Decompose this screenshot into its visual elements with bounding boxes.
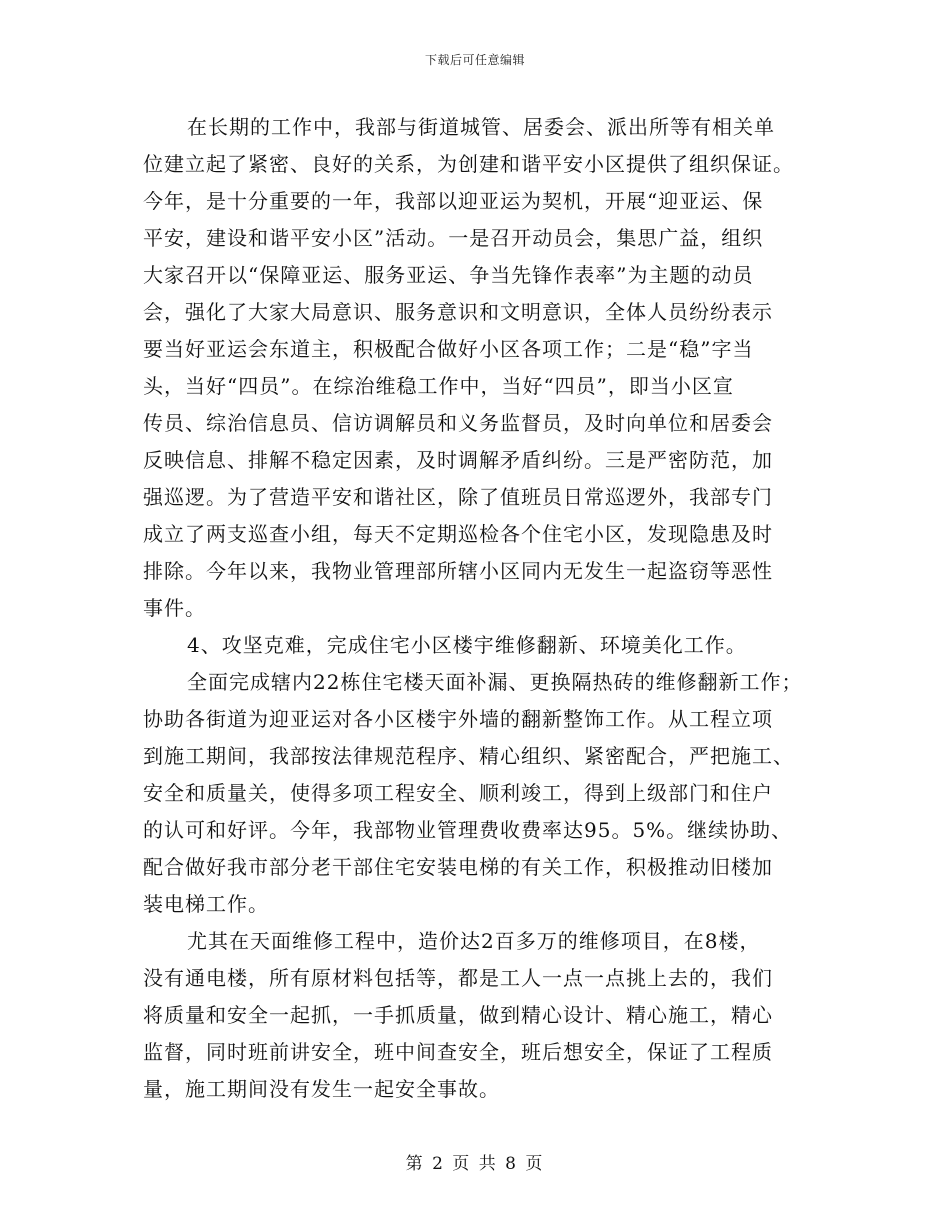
paragraph-line: 强巡逻。为了营造平安和谐社区，除了值班员日常巡逻外，我部专门 bbox=[143, 485, 773, 509]
page-number: 第 2 页 共 8 页 bbox=[405, 1154, 545, 1174]
paragraph-line: 要当好亚运会东道主，积极配合做好小区各项工作；二是“稳”字当 bbox=[143, 337, 754, 361]
paragraph-line: 大家召开以“保障亚运、服务亚运、争当先锋作表率”为主题的动员 bbox=[143, 263, 754, 287]
paragraph-line: 传员、综治信息员、信访调解员和义务监督员，及时向单位和居委会 bbox=[143, 411, 773, 435]
header-note: 下载后可任意编辑 bbox=[424, 53, 525, 67]
paragraph-line: 到施工期间，我部按法律规范程序、精心组织、紧密配合，严把施工、 bbox=[143, 744, 794, 768]
paragraph-line: 尤其在天面维修工程中，造价达2百多万的维修项目，在8楼， bbox=[187, 929, 761, 953]
paragraph-line: 平安，建设和谐平安小区”活动。一是召开动员会，集思广益，组织 bbox=[143, 226, 764, 250]
paragraph-line: 监督，同时班前讲安全，班中间查安全，班后想安全，保证了工程质 bbox=[143, 1040, 773, 1064]
paragraph-line: 协助各街道为迎亚运对各小区楼宇外墙的翻新整饰工作。从工程立项 bbox=[143, 707, 773, 731]
paragraph-line: 反映信息、排解不稳定因素，及时调解矛盾纠纷。三是严密防范，加 bbox=[143, 448, 773, 472]
paragraph-line: 成立了两支巡查小组，每天不定期巡检各个住宅小区，发现隐患及时 bbox=[143, 522, 773, 546]
paragraph-line: 在长期的工作中，我部与街道城管、居委会、派出所等有相关单 bbox=[187, 115, 775, 139]
paragraph-line: 配合做好我市部分老干部住宅安装电梯的有关工作，积极推动旧楼加 bbox=[143, 855, 773, 879]
paragraph-line: 安全和质量关，使得多项工程安全、顺利竣工，得到上级部门和住户 bbox=[143, 781, 773, 805]
paragraph-line: 的认可和好评。今年，我部物业管理费收费率达95。5%。继续协助、 bbox=[143, 818, 793, 842]
paragraph-line: 量，施工期间没有发生一起安全事故。 bbox=[143, 1077, 500, 1101]
paragraph-line: 今年，是十分重要的一年，我部以迎亚运为契机，开展“迎亚运、保 bbox=[143, 189, 764, 213]
paragraph-line: 将质量和安全一起抓，一手抓质量，做到精心设计、精心施工，精心 bbox=[143, 1003, 773, 1027]
paragraph-line: 全面完成辖内22栋住宅楼天面补漏、更换隔热砖的维修翻新工作； bbox=[187, 670, 803, 694]
paragraph-line: 会，强化了大家大局意识、服务意识和文明意识，全体人员纷纷表示 bbox=[143, 300, 773, 324]
paragraph-line: 没有通电楼，所有原材料包括等，都是工人一点一点挑上去的，我们 bbox=[143, 966, 773, 990]
paragraph-line: 排除。今年以来，我物业管理部所辖小区同内无发生一起盗窃等恶性 bbox=[143, 559, 773, 583]
paragraph-line: 头，当好“四员”。在综治维稳工作中，当好“四员”，即当小区宣 bbox=[143, 374, 734, 398]
paragraph-line: 事件。 bbox=[143, 596, 206, 620]
paragraph-line: 位建立起了紧密、良好的关系，为创建和谐平安小区提供了组织保证。 bbox=[143, 152, 794, 176]
paragraph-line: 装电梯工作。 bbox=[143, 892, 269, 916]
section-heading: 4、攻坚克难，完成住宅小区楼宇维修翻新、环境美化工作。 bbox=[187, 633, 747, 657]
